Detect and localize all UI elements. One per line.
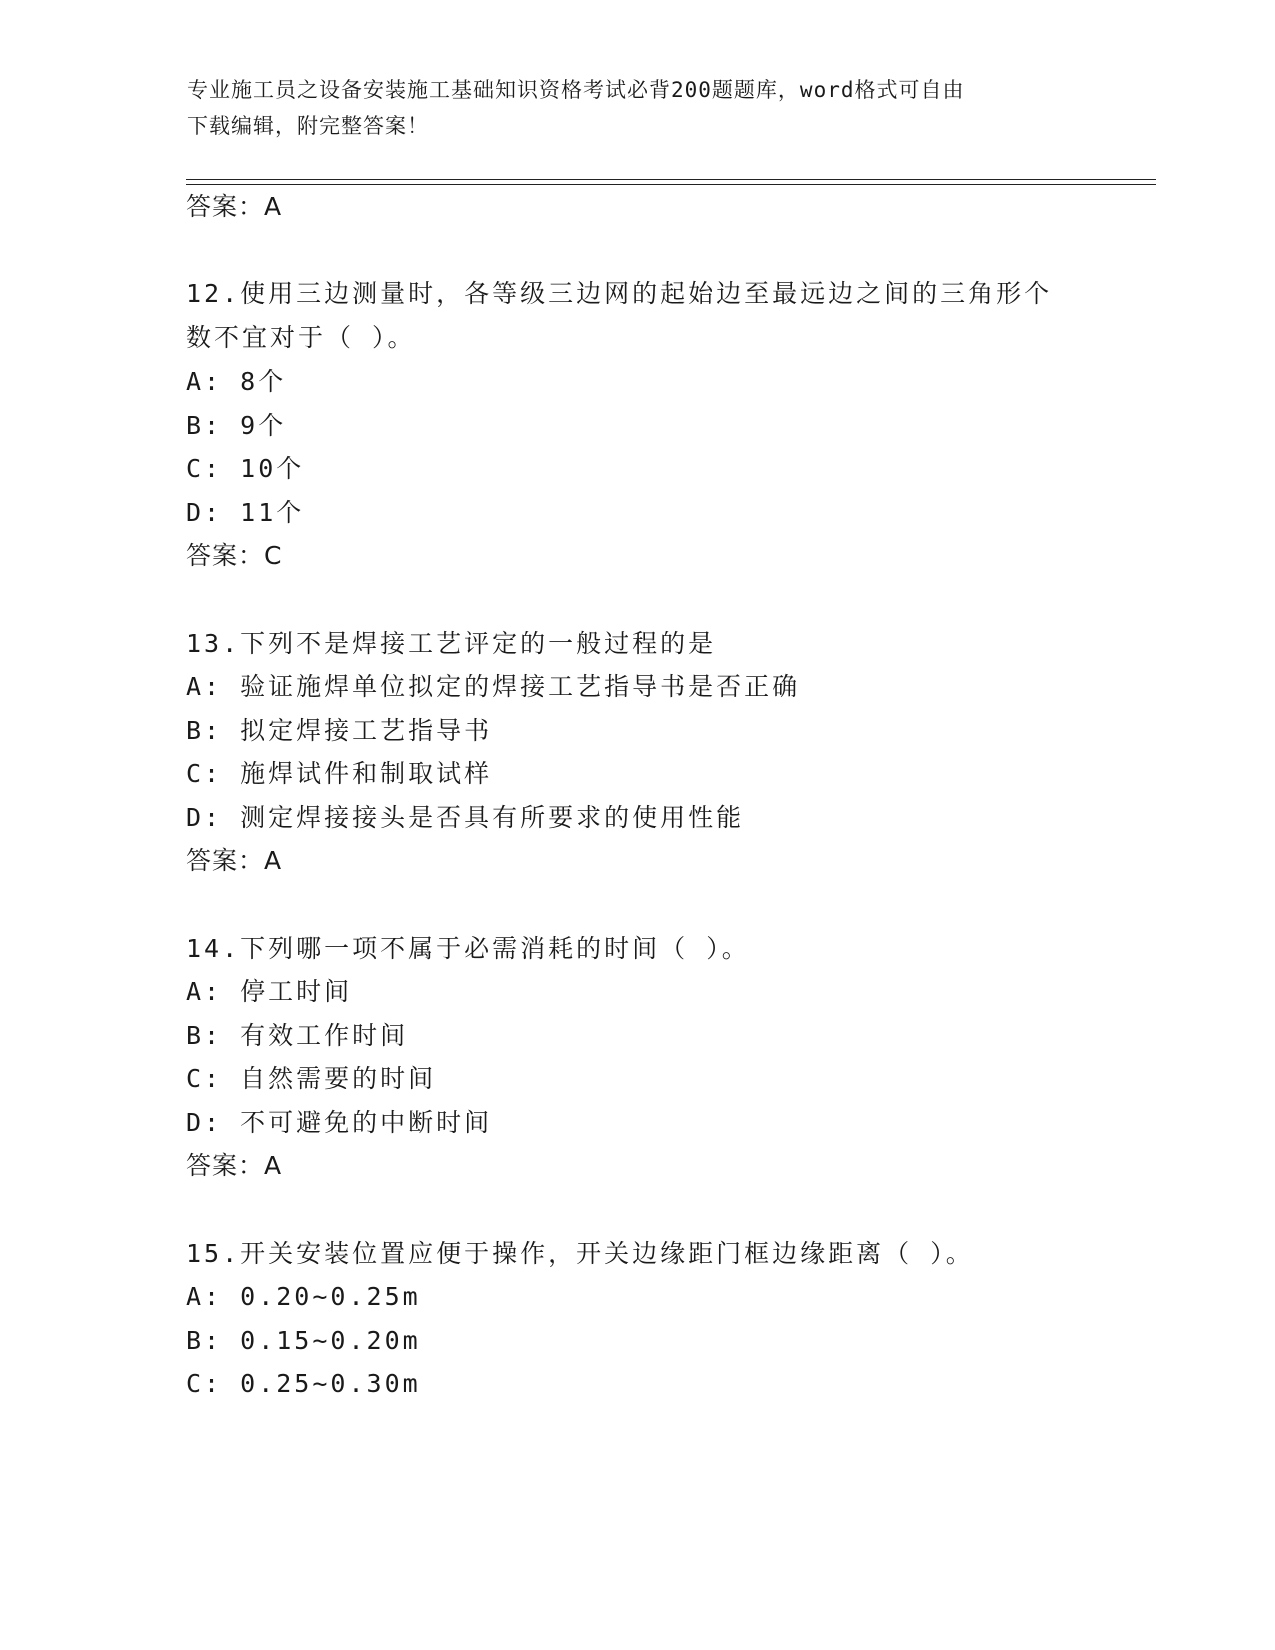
question-12-answer: 答案：C xyxy=(186,541,283,570)
header-line-1: 专业施工员之设备安装施工基础知识资格考试必背200题题库，word格式可自由 xyxy=(187,78,965,102)
question-12-option-c: C: 10个 xyxy=(186,454,305,483)
question-14-stem-line-1: 14.下列哪一项不属于必需消耗的时间（ ）。 xyxy=(186,934,750,963)
question-14-option-d: D: 不可避免的中断时间 xyxy=(186,1108,493,1137)
previous-answer: 答案：A xyxy=(186,192,283,221)
question-14-option-b: B: 有效工作时间 xyxy=(186,1021,409,1050)
question-12-stem-line-2: 数不宜对于（ ）。 xyxy=(186,323,416,352)
question-12-option-d: D: 11个 xyxy=(186,498,305,527)
document-header xyxy=(187,72,1087,144)
question-13-option-a: A: 验证施焊单位拟定的焊接工艺指导书是否正确 xyxy=(186,672,801,701)
header-divider-top xyxy=(186,179,1156,180)
question-13-option-d: D: 测定焊接接头是否具有所要求的使用性能 xyxy=(186,803,745,832)
question-15-stem-line-1: 15.开关安装位置应便于操作，开关边缘距门框边缘距离（ ）。 xyxy=(186,1239,974,1268)
question-13-answer: 答案：A xyxy=(186,846,283,875)
question-14-option-a: A: 停工时间 xyxy=(186,977,353,1006)
question-13-stem-line-1: 13.下列不是焊接工艺评定的一般过程的是 xyxy=(186,629,717,658)
question-15-option-a: A: 0.20~0.25m xyxy=(186,1282,421,1311)
question-12-option-b: B: 9个 xyxy=(186,411,287,440)
question-14-answer: 答案：A xyxy=(186,1151,283,1180)
header-line-2: 下载编辑，附完整答案！ xyxy=(187,114,429,138)
question-14-option-c: C: 自然需要的时间 xyxy=(186,1064,437,1093)
question-15-option-b: B: 0.15~0.20m xyxy=(186,1326,421,1355)
question-12-option-a: A: 8个 xyxy=(186,367,287,396)
question-13-option-b: B: 拟定焊接工艺指导书 xyxy=(186,716,493,745)
question-12-stem-line-1: 12.使用三边测量时，各等级三边网的起始边至最远边之间的三角形个 xyxy=(186,279,1053,308)
question-13-option-c: C: 施焊试件和制取试样 xyxy=(186,759,493,788)
header-divider-bottom xyxy=(186,184,1156,185)
question-15-option-c: C: 0.25~0.30m xyxy=(186,1369,421,1398)
